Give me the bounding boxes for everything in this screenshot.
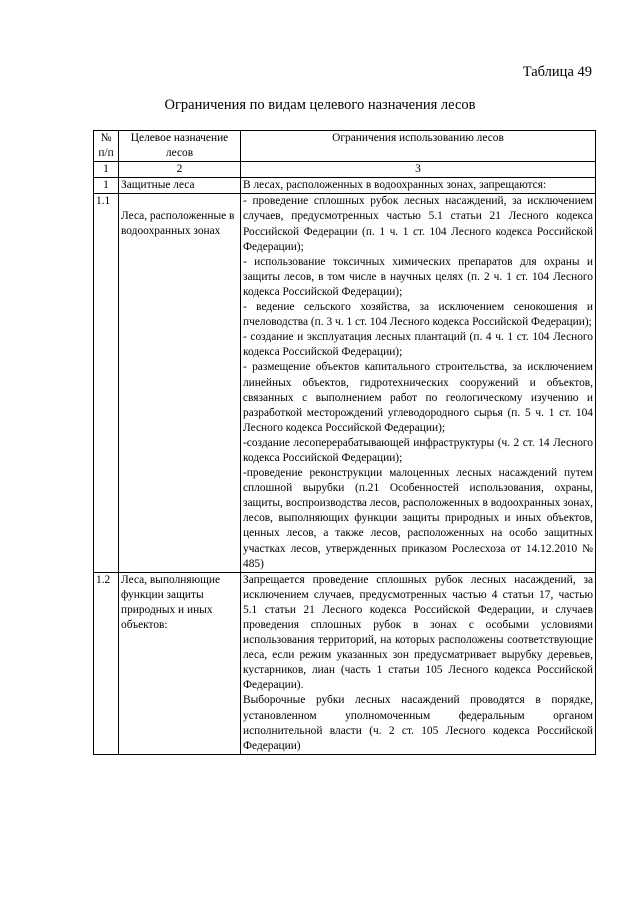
row-number: 1.2: [94, 572, 119, 754]
column-number: 1: [94, 162, 119, 178]
restriction-item: - ведение сельского хозяйства, за исключением сенокошения и пчеловодства (п. 3 ч. 1 ст. 104 Лесного кодекса Российской Федерации);: [243, 301, 593, 329]
row-number: 1.1: [94, 194, 119, 572]
restriction-item: - размещение объектов капитального строительства, за исключением линейных объектов, гидротехнических сооружений и объектов, связанных с выполнением работ по геологическому изучению и разработкой месторождений углеводородного сырья (п. 5 ч. 1 ст. 104 Лесного кодекса Российской Федерации);: [243, 361, 593, 434]
row-purpose: Защитные леса: [119, 178, 241, 194]
row-restrictions: [241, 178, 596, 194]
restrictions-table: [93, 130, 596, 755]
header-purpose: Целевое назначение лесов: [119, 131, 241, 162]
table-row: [94, 178, 596, 194]
row-purpose: Леса, выполняющие функции защиты природных и иных объектов:: [119, 572, 241, 754]
restriction-item: Запрещается проведение сплошных рубок лесных насаждений, за исключением случаев, предусмотренных частью 4 статьи 17, частью 5.1 статьи 21 Лесного кодекса Российской Федерации, и случаев проведения сплошных рубок в зонах с особыми условиями использования территорий, на которых расположены соответствующие леса, если режим указанных зон предусматривает вырубку деревьев, кустарников, лиан (часть 1 статьи 105 Лесного кодекса Российской Федерации).: [243, 573, 593, 692]
restriction-item: Выборочные рубки лесных насаждений проводятся в порядке, установленном уполномоченным федеральным органом исполнительной власти (ч. 2 ст. 105 Лесного кодекса Российской Федерации): [243, 694, 593, 752]
table-row: [94, 572, 596, 754]
column-number: 2: [119, 162, 241, 178]
restriction-item: -создание лесоперерабатывающей инфраструктуры (ч. 2 ст. 14 Лесного кодекса Российской Федерации);: [243, 436, 593, 464]
column-number: 3: [241, 162, 596, 178]
restriction-item: -проведение реконструкции малоценных лесных насаждений путем сплошной вырубки (п.21 Особенностей использования, охраны, защиты, воспроизводства лесов, расположенных в водоохранных зонах, лесов, выполняющих функции защиты природных и иных объектов, ценных лесов, а также лесов, расположенных на особо защитных участках лесов, утвержденных приказом Рослесхоза от 14.12.2010 № 485): [243, 467, 593, 570]
row-purpose: Леса, расположенные в водоохранных зонах: [119, 194, 241, 572]
page-title: Ограничения по видам целевого назначения лесов: [164, 97, 476, 113]
header-row: [94, 131, 596, 162]
header-restrictions: Ограничения использованию лесов: [241, 131, 596, 162]
row-number: 1: [94, 178, 119, 194]
column-number-row: [94, 162, 596, 178]
restriction-item: - создание и эксплуатация лесных плантаций (п. 4 ч. 1 ст. 104 Лесного кодекса Российской Федерации);: [243, 331, 593, 359]
row-restrictions: [241, 572, 596, 754]
header-num: № п/п: [94, 131, 119, 162]
table-row: [94, 194, 596, 572]
table-number: Таблица 49: [522, 64, 592, 80]
restriction-item: - проведение сплошных рубок лесных насаждений, за исключением случаев, предусмотренных частью 5.1 статьи 21 Лесного кодекса Российской Федерации (п. 1 ч. 1 ст. 104 Лесного кодекса Российской Федерации);: [243, 195, 593, 253]
row-restrictions: [241, 194, 596, 572]
restriction-item: В лесах, расположенных в водоохранных зонах, запрещаются:: [243, 179, 547, 192]
restriction-item: - использование токсичных химических препаратов для охраны и защиты лесов, в том числе в научных целях (п. 2 ч. 1 ст. 104 Лесного кодекса Российской Федерации);: [243, 255, 593, 298]
